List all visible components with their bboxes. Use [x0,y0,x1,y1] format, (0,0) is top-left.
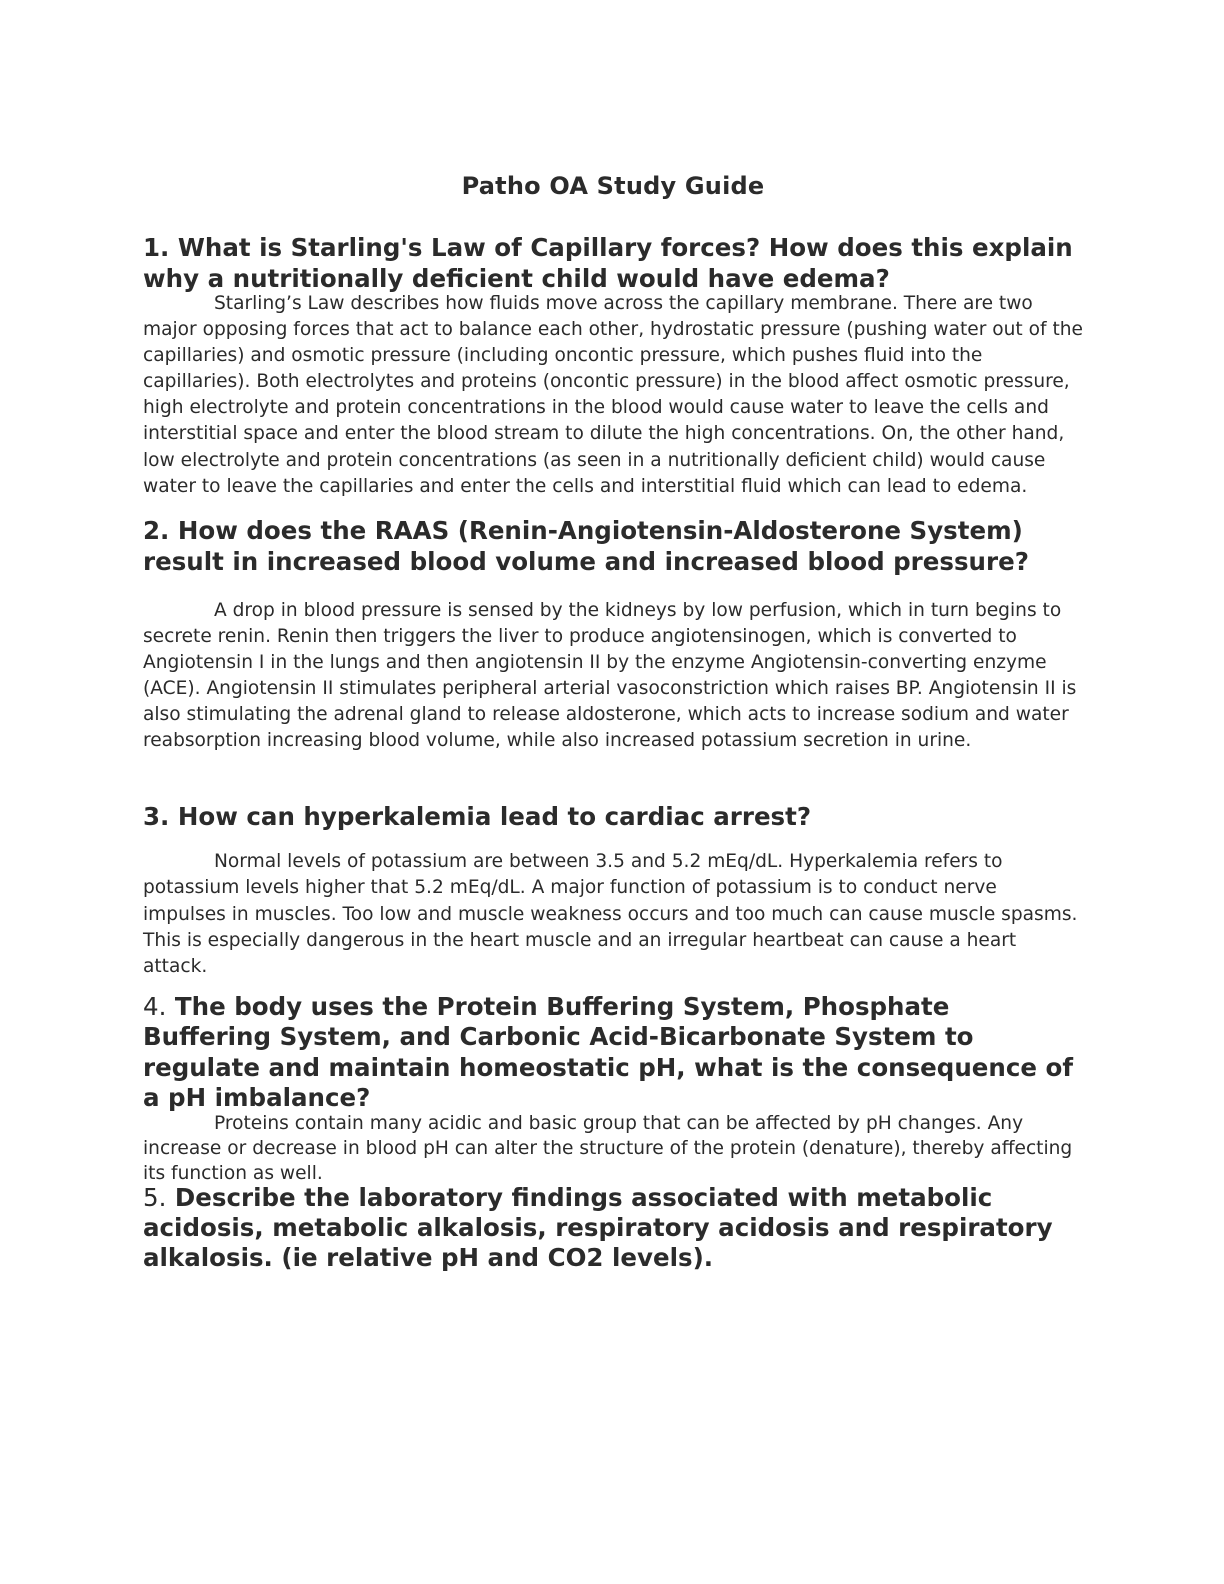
answer-4: Proteins contain many acidic and basic group that can be affected by pH changes. Any increase or decrease in blood pH can alter the structure of the protein (denature), thereby affecting its function as well. [143,1112,1073,1184]
question-text: Describe the laboratory findings associated with metabolic acidosis, metabolic alkalosis, respiratory acidosis and respiratory alkalosis. (ie relative pH and CO2 levels). [143,1182,1053,1272]
question-text: How does the RAAS (Renin-Angiotensin-Aldosterone System) result in increased blood volume and increased blood pressure? [143,515,1029,576]
document-page [143,166,1083,1273]
question-number: 5. [143,1182,167,1212]
question-number: 1. [143,233,170,262]
question-3 [143,801,1083,832]
answer-3: Normal levels of potassium are between 3.5 and 5.2 mEq/dL. Hyperkalemia refers to potassium levels higher that 5.2 mEq/dL. A major function of potassium is to conduct nerve impulses in muscles. Too low and muscle weakness occurs and too much can cause muscle spasms. This is especially dangerous in the heart muscle and an irregular heartbeat can cause a heart attack. [143,851,1078,977]
question-text: The body uses the Protein Buffering System, Phosphate Buffering System, and Carbonic Acid-Bicarbonate System to regulate and maintain homeostatic pH, what is the consequence of a pH imbalance? [143,991,1073,1113]
question-1 [143,232,1083,294]
question-2 [143,515,1083,577]
answer-2: A drop in blood pressure is sensed by the kidneys by low perfusion, which in turn begins to secrete renin. Renin then triggers the liver to produce angiotensinogen, which is converted to Angiotensin I in the lungs and then angiotensin II by the enzyme Angiotensin-converting enzyme (ACE). Angiotensin II stimulates peripheral arterial vasoconstriction which raises BP. Angiotensin II is also stimulating the adrenal gland to release aldosterone, which acts to increase sodium and water reabsorption increasing blood volume, while also increased potassium secretion in urine. [143,599,1077,752]
question-4 [143,992,1083,1114]
question-text: How can hyperkalemia lead to cardiac arrest? [177,802,812,832]
question-number: 4. [143,991,167,1021]
question-number: 2. [143,515,170,545]
question-text: What is Starling's Law of Capillary forces? How does this explain why a nutritionally deficient child would have edema? [143,233,1073,293]
document-title: Patho OA Study Guide [461,172,765,200]
question-5 [143,1183,1083,1273]
question-number: 3. [143,802,170,832]
answer-1: Starling’s Law describes how fluids move across the capillary membrane. There are two major opposing forces that act to balance each other, hydrostatic pressure (pushing water out of the capillaries) and osmotic pressure (including oncontic pressure, which pushes fluid into the capillaries). Both electrolytes and proteins (oncontic pressure) in the blood affect osmotic pressure, high electrolyte and protein concentrations in the blood would cause water to leave the cells and interstitial space and enter the blood stream to dilute the high concentrations. On, the other hand, low electrolyte and protein concentrations (as seen in a nutritionally deficient child) would cause water to leave the capillaries and enter the cells and interstitial fluid which can lead to edema. [143,293,1083,497]
